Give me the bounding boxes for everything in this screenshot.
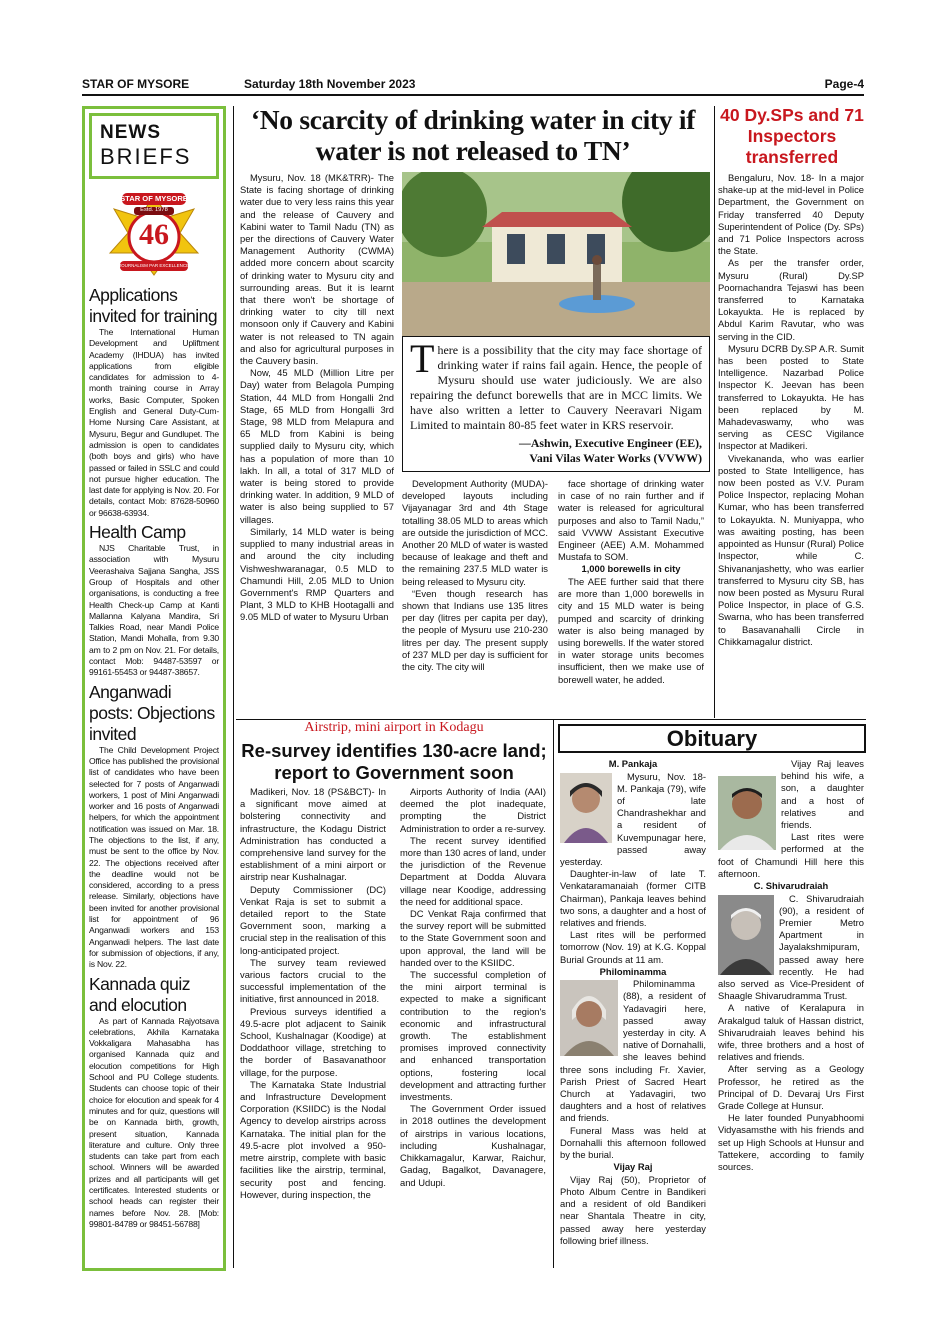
logo-number: 46 xyxy=(139,218,169,251)
airstrip-paragraph: The Karnataka State Industrial and Infrastructure Development Corporation (KSIIDC) is the Nodal Agency to develop airstrips across Karnataka. The initial plan for the 49.5-acre plot involved a 950-metre airstrip, complete with basic facilities like the airstrip, terminal, security post and fencing. However, during inspection, the xyxy=(240,1078,386,1200)
logo-top-text: STAR OF MYSORE xyxy=(120,194,188,203)
obituary-paragraph: C. Shivarudraiah (90), a resident of Premier Metro Apartment in Jayalakshmipuram, passed away here recently. He had also served as Vice-President of Shaagle Shivarudramma Trust. xyxy=(718,892,864,1002)
section-rule xyxy=(236,719,866,720)
airstrip-kicker: Airstrip, mini airport in Kodagu xyxy=(304,720,484,735)
issue-date: Saturday 18th November 2023 xyxy=(244,77,416,91)
quote-text: here is a possibility that the city may face shortage of drinking water if rains fail again. Hence, the people of Mysuru should use water judiciously. We are also repairing the defunct borewells that are in MCC limits. We have also written a letter to Cauvery Neeravari Nigam Limited to maintain 80-85 feet water in KRS reservoir. xyxy=(410,343,702,432)
airstrip-paragraph: The successful completion of the mini airport terminal is expected to make a significant contribution to the region's economic and infrastructural growth. The establishment promises improved connectivity and enhanced transportation options, fostering local development and attracting further investments. xyxy=(400,969,546,1103)
obituary-paragraph: Mysuru, Nov. 18- M. Pankaja (79), wife of late Chandrashekhar and a resident of Kuvempunagar here, passed away yesterday. xyxy=(560,770,706,867)
transfer-headline: 40 Dy.SPs and 71 Inspectors transferred xyxy=(720,105,864,167)
brief-body: As part of Kannada Rajyotsava celebrations, Akhila Karnataka Vokkaligara Mahasabha has organised Kannada quiz and elocution competitions for High School and PU College students. Students can choose topic of their choice for elocution and speak for 4 minutes and for quiz, questions will be on Kannada birth, growth, present situation, Kannada literature and culture. Only three students can take part from each school. Winners will be awarded prizes and all participants will get certificates. Interested students or school heads can register their names before Nov. 28. [Mob: 99801-84789 or 98451-56788] xyxy=(89,1015,219,1229)
obituary-name: Philominamma xyxy=(599,965,667,977)
lead-paragraph: Now, 45 MLD (Million Litre per Day) water from Belagola Pumping Station, 44 MLD from Hongalli 2nd Stage, 65 MLD from Hongalli 3rd Stage, 98 MLD from Melapura and 65 MLD from Kabini is being supplied daily to Mysuru city, which has a population of more than 10 lakh. In all, a total of 317 MLD of water is being stored to provide drinking water. In addition, 9 MLD of water is also being supplied to 57 villages. xyxy=(240,367,394,525)
vijay-raj-portrait xyxy=(718,776,776,850)
airstrip-column-2 xyxy=(400,786,546,1266)
lead-paragraph: face shortage of drinking water in case of no rain further and if water is released for agricultural purposes and also to Tamil Nadu,” said VVWW Assistant Executive Engineer (AEE) A.M. Mohammed Mustafa to SOM. xyxy=(558,478,704,563)
portrait-icon xyxy=(560,980,618,1056)
brief-body: The Child Development Project Office has published the provisional list of candidates who have been selected for 7 posts of Anganwadi workers, 1 post of Mini Anganwadi worker and 16 posts of Anganwadi helpers, for which the appointment notification was issued on Mar. 18. The objections to the list, if any, must be sent to the office by Nov. 22. The objections received after the deadline would not be considered, according to a press release. Similarly, objections have been invited for another provisional list for appointment of 96 Anganwadi workers and 153 Anganwadi helpers. The last date for submission of objections, if any, is Nov. 22. xyxy=(89,744,219,970)
obituary-name: M. Pankaja xyxy=(608,758,658,769)
brief-heading: Applications invited for training xyxy=(89,285,218,326)
obituary-paragraph: Vijay Raj leaves behind his wife, a son, a daughter and a host of relatives and friends. xyxy=(781,758,864,831)
airstrip-paragraph: Madikeri, Nov. 18 (PS&BCT)- In a significant move aimed at bolstering connectivity and infrastructure, the Kodagu District Administration has conducted a comprehensive land survey for the establishment of a mini airport or airstrip near Kushalnagar. xyxy=(240,786,386,883)
obituary-paragraph: He later founded Punyabhoomi Vidyasamsthe with his friends and set up High Schools at Hunsur and Tattekere, according to family sources. xyxy=(718,1112,864,1172)
portrait-icon xyxy=(560,773,612,843)
quote-attribution-2: Vani Vilas Water Works (VVWW) xyxy=(529,451,702,465)
transfer-paragraph: Vivekananda, who was earlier posted to State Intelligence, has now been posted as V.V. Puram Police Inspector, replacing Mohan Kumar, who has been transferred to Lokayukta. N. Muniyappa, who was awaiting posting, has been appointed as Hunsur (Rural) Police Inspector, while C. Shivananjashetty, who was earlier transferred to Mysuru city SB, has now been posted as Mysuru Rural Police Inspector, in place of G.S. Swarna, who has been transferred to Basavanahalli Circle in Chikkamagalur district. xyxy=(718,452,864,647)
obituary-paragraph: Philominamma (88), a resident of Yadavagiri here, passed away yesterday in city. A native of Dornahalli, she leaves behind three sons including Fr. Xavier, Parish Priest of Sacred Heart Church at Yadavagiri, two daughters and a host of relatives and friends. xyxy=(560,978,706,1124)
obituary-paragraph: After serving as a Geology Professor, he retired as the Principal of D. Devaraj Urs First Grade College at Hunsur. xyxy=(718,1063,864,1111)
quote-attribution-1: —Ashwin, Executive Engineer (EE), xyxy=(519,436,702,450)
lead-column-3 xyxy=(558,478,704,718)
transfer-column xyxy=(718,172,864,718)
page-header xyxy=(82,76,864,96)
news-briefs-title xyxy=(89,113,219,179)
lead-paragraph: Similarly, 14 MLD water is being supplied to many industrial areas in and around the city including Vishweshwaranagar, 0.5 MLD to Chamundi Hill, 2.05 MLD to Union Government's RMP Quarters and Plant, 3 MLD to KHB Hootagalli and 9.05 MLD of water to Mysuru Urban xyxy=(240,525,394,623)
column-rule xyxy=(233,106,234,1268)
masthead-name: STAR OF MYSORE xyxy=(82,77,190,91)
transfer-paragraph: Bengaluru, Nov. 18- In a major shake-up at the mid-level in Police Department, the Government on Friday transferred 40 Deputy Superintendent of Police (Dy. SPs) and 71 Police Inspectors across the State. xyxy=(718,172,864,257)
portrait-icon xyxy=(718,895,774,975)
logo-motto: JOURNALISM PAR EXCELLENCE xyxy=(118,263,190,268)
briefs-label: BRIEFS xyxy=(100,144,192,169)
transfer-paragraph: Mysuru DCRB Dy.SP A.R. Sumit has been posted to State Intelligence. Nazarbad Police Inspector K. Jeevan has been transferred to Lokayukta. He has been replaced by M. Mahadevaswamy, who was serving as CESC Vigilance Inspector at Madikeri. xyxy=(718,342,864,452)
airstrip-headline: Re-survey identifies 130-acre land; report to Government soon xyxy=(241,740,547,783)
quote-dropcap: T xyxy=(410,336,435,381)
obituary-paragraph: Daughter-in-law of late T. Venkataramanaiah (former CITB Chairman), Pankaja leaves behind two sons, a daughter and a host of relatives and friends. xyxy=(560,868,706,928)
lead-headline: ‘No scarcity of drinking water in city if water is not released to TN’ xyxy=(250,104,696,166)
airstrip-paragraph: Airports Authority of India (AAI) deemed the plot inadequate, prompting the District Administration to order a re-survey. xyxy=(400,786,546,834)
brief-body: The International Human Development and Upliftment Academy (IHDUA) has invited applications from eligible candidates for admission to 4-month training course in Array works, Basic Computer, Spoken English and General Duty-Cum-Home Nursing Care Assistant, at Mysuru, Begur and Gundlupet. The admission is open to candidates (both boys and girls) who have passed or failed in SSLC and could not pursue higher education. The last date for applying is Nov. 20. For details, contact Mob: 87628-50960 or 96638-63934. xyxy=(89,327,219,518)
brief-item xyxy=(89,522,219,679)
anniversary-logo xyxy=(106,187,202,279)
obituary-column-1 xyxy=(560,758,706,1268)
obituary-title: Obituary xyxy=(558,724,866,753)
pull-quote xyxy=(402,336,710,472)
airstrip-paragraph: The survey team reviewed various factors crucial to the successful implementation of the initiative, first announced in 2018. xyxy=(240,956,386,1005)
lead-paragraph: Development Authority (MUDA)-developed layouts including Vijayanagar 3rd and 4th Stage totalling 38.05 MLD to areas which are outside the jurisdiction of MCC. Another 20 MLD of water is wasted because of leakage and theft and the remaining 237.5 MLD water is being released to Mysuru city. xyxy=(402,478,548,587)
airstrip-paragraph: Deputy Commissioner (DC) Venkat Raja is set to submit a detailed report to the State Government soon, marking a crucial step in the realisation of this long-anticipated project. xyxy=(240,883,386,956)
lead-paragraph: “Even though research has shown that Indians use 135 litres per day (litres per capita per day), the people of Mysuru use 210-230 litres per day. The present supply of 237 MLD per day is sufficient for the city. The city will xyxy=(402,587,548,673)
water-works-photo xyxy=(402,172,710,337)
portrait-icon xyxy=(718,776,776,850)
brief-heading: Health Camp xyxy=(89,522,186,543)
airstrip-paragraph: Previous surveys identified a 49.5-acre plot adjacent to Sainik School, Kushalnagar (Koodige) at Doddathoor village, stretching to the border of Basavanathoor village, for the purpose. xyxy=(240,1005,386,1078)
shivarudraiah-portrait xyxy=(718,895,774,975)
obituary-paragraph: Last rites will be performed tomorrow (Nov. 19) at K.G. Koppal Burial Grounds at 11 am. xyxy=(560,929,706,965)
news-label: NEWS xyxy=(100,122,161,143)
airstrip-paragraph: The Government Order issued in 2018 outlines the development of airstrips in various locations, including Kushalnagar, Chikkamagalur, Karwar, Raichur, Gadag, Bagalkot, Davanagere, and Udupi. xyxy=(400,1103,546,1188)
column-rule xyxy=(553,720,554,1268)
airstrip-column-1 xyxy=(240,786,386,1266)
lead-column-2 xyxy=(402,478,548,718)
obituary-paragraph: Last rites were performed at the foot of Chamundi Hill here this afternoon. xyxy=(718,831,864,879)
brief-item xyxy=(89,682,219,971)
obituary-name: C. Shivarudraiah xyxy=(753,880,829,892)
brief-item xyxy=(89,974,219,1231)
brief-heading: Anganwadi posts: Objections invited xyxy=(89,681,215,744)
column-rule xyxy=(714,106,715,718)
pankaja-portrait xyxy=(560,773,612,843)
brief-item xyxy=(89,285,219,519)
obituary-column-2 xyxy=(718,758,864,1268)
obituary-paragraph: Funeral Mass was held at Dornahalli this afternoon followed by the burial. xyxy=(560,1124,706,1161)
borewell-subhead: 1,000 borewells in city xyxy=(581,563,681,575)
obituary-paragraph: Vijay Raj (50), Proprietor of Photo Album Centre in Bandikeri and a resident of old Bandikeri near Shantala Theatre in city, passed away here yesterday following brief illness. xyxy=(560,1173,706,1246)
transfer-paragraph: As per the transfer order, Mysuru (Rural) Dy.SP Poornachandra Tejaswi has been transferred to Karnataka Lokayukta. He is replaced by Abdul Karim Ravutar, who was serving in the CID. xyxy=(718,257,864,342)
lead-paragraph: Mysuru, Nov. 18 (MK&TRR)- The State is facing shortage of drinking water due to very less rains this year and the release of Cauvery and Kabini water to Tamil Nadu (TN) as per the directions of Cauvery Water Management Authority (CWMA) added more concern about scarcity of drinking water to Mysuru city and surrounding areas. But it is learnt that there won't be shortage of drinking water to city till next monsoon only if Cauvery and Kabini water is not released to TN again and also for agricultural purposes in the Cauvery basin. xyxy=(240,172,394,367)
brief-body: NJS Charitable Trust, in association with Mysuru Veerashaiva Sajjana Sangha, JSS Group of Hospitals and other organisations, is conducting a free Health Check-up Camp at Kanti Mallanna Kalyana Mandira, Sri Talkies Road, near Mandi Police Station, Mandi Mohalla, from 9.30 am to 2 pm on Nov. 21. For details, contact Mob: 94487-53597 or 99161-55453 or 94487-38657. xyxy=(89,543,219,678)
obituary-paragraph: A native of Keralapura in Arakalgud taluk of Hassan district, Shivarudraiah leaves behind his wife, three brothers and a host of relatives and friends. xyxy=(718,1002,864,1063)
airstrip-paragraph: DC Venkat Raja confirmed that the survey report will be submitted to the State Government soon and upon approval, the land will be handed over to the KSIIDC. xyxy=(400,908,546,968)
page-number: Page-4 xyxy=(824,77,864,91)
brief-heading: Kannada quiz and elocution xyxy=(89,973,191,1015)
airstrip-paragraph: The recent survey identified more than 130 acres of land, under the jurisdiction of the Revenue Department at Dodda Aluvara village near Koodige, addressing the need for additional space. xyxy=(400,834,546,907)
building-photo-icon xyxy=(402,172,710,337)
lead-paragraph: The AEE further said that there are more than 1,000 borewells in city and 15 MLD water is being pumped and scarcity of drinking water is also being managed by using borewells. If the water stored in water storage units becomes insufficient, then we make use of borewell water, he added. xyxy=(558,575,704,685)
news-briefs-sidebar xyxy=(82,106,226,1271)
philominamma-portrait xyxy=(560,980,618,1056)
obituary-name: Vijay Raj xyxy=(613,1161,653,1173)
lead-column-1 xyxy=(240,172,394,717)
logo-estd: Estd. 1978 xyxy=(140,207,168,213)
